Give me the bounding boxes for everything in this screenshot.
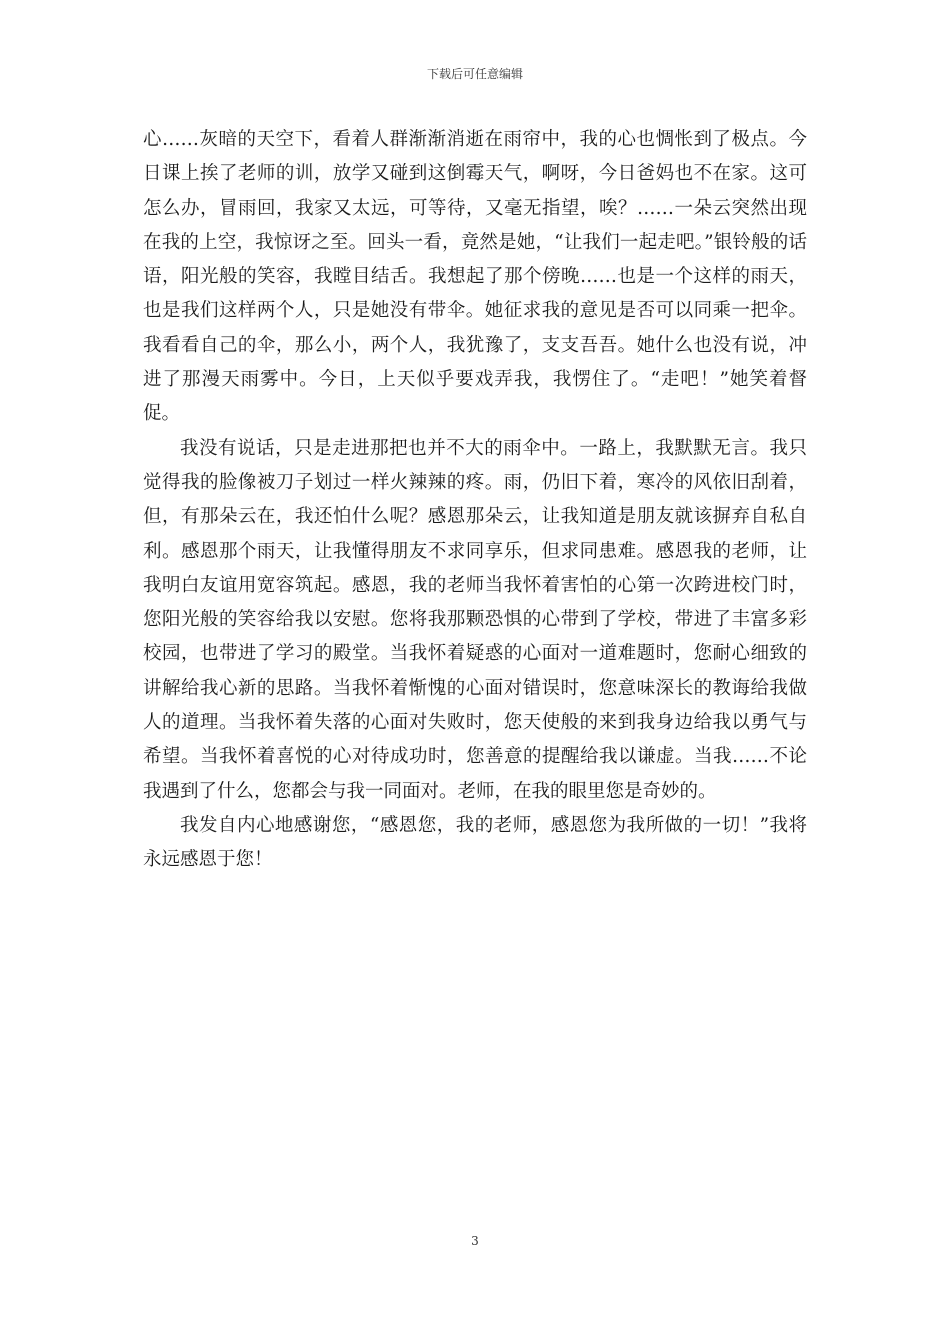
page-header: 下载后可任意编辑 [426, 67, 523, 81]
document-body [143, 123, 807, 878]
paragraph-2: 我没有说话，只是走进那把也并不大的雨伞中。一路上，我默默无言。我只觉得我的脸像被刀子划过一样火辣辣的疼。雨，仍旧下着，寒冷的风依旧刮着，但，有那朵云在，我还怕什么呢？感恩那朵云，让我知道是朋友就该摒弃自私自利。感恩那个雨天，让我懂得朋友不求同享乐，但求同患难。感恩我的老师，让我明白友谊用宽容筑起。感恩，我的老师当我怀着害怕的心第一次跨进校门时，您阳光般的笑容给我以安慰。您将我那颗恐惧的心带到了学校，带进了丰富多彩校园，也带进了学习的殿堂。当我怀着疑惑的心面对一道难题时，您耐心细致的讲解给我心新的思路。当我怀着惭愧的心面对错误时，您意味深长的教诲给我做人的道理。当我怀着失落的心面对失败时，您天使般的来到我身边给我以勇气与希望。当我怀着喜悦的心对待成功时，您善意的提醒给我以谦虚。当我……不论我遇到了什么，您都会与我一同面对。老师，在我的眼里您是奇妙的。 [143, 437, 807, 802]
paragraph-3: 我发自内心地感谢您，“感恩您，我的老师，感恩您为我所做的一切！”我将永远感恩于您！ [143, 814, 807, 871]
page-number: 3 [471, 1234, 479, 1248]
paragraph-1: 心……灰暗的天空下，看着人群渐渐消逝在雨帘中，我的心也惆怅到了极点。今日课上挨了老师的训，放学又碰到这倒霉天气，啊呀，今日爸妈也不在家。这可怎么办，冒雨回，我家又太远，可等待，又毫无指望，唉？……一朵云突然出现在我的上空，我惊讶之至。回头一看，竟然是她，“让我们一起走吧。”银铃般的话语，阳光般的笑容，我瞠目结舌。我想起了那个傍晚……也是一个这样的雨天，也是我们这样两个人，只是她没有带伞。她征求我的意见是否可以同乘一把伞。我看看自己的伞，那么小，两个人，我犹豫了，支支吾吾。她什么也没有说，冲进了那漫天雨雾中。今日，上天似乎要戏弄我，我愣住了。“走吧！”她笑着督促。 [143, 129, 807, 425]
